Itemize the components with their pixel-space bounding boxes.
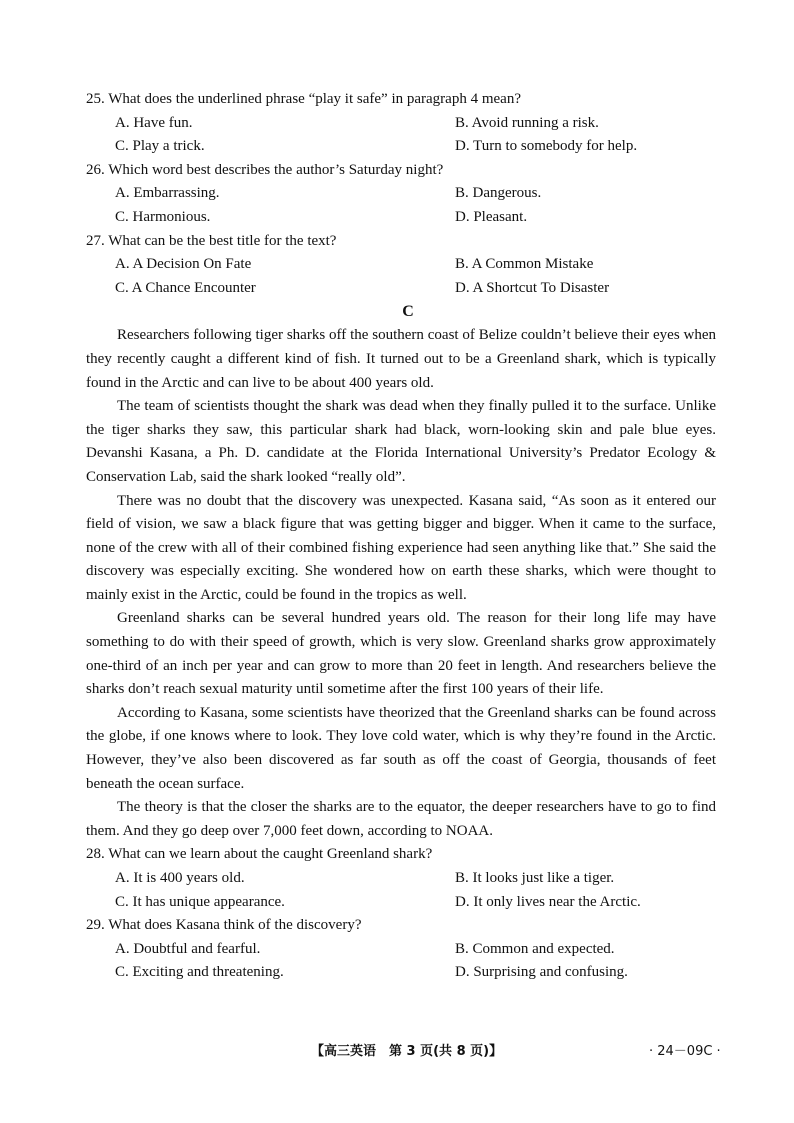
option-a: A. Doubtful and fearful.: [115, 940, 261, 957]
passage-paragraph: According to Kasana, some scientists have theorized that the Greenland sharks can be found across the globe, if one knows where to look. They love cold water, which is why they’re found in the Arctic. However, they’ve also been discovered as far south as off the coast of Georgia, thousands of feet beneath the ocean surface.: [86, 704, 716, 792]
question-block-29: [86, 914, 716, 985]
page-footer: [0, 1040, 794, 1060]
option-row: [86, 277, 716, 301]
footer-exam-code: · 24－09C ·: [649, 1044, 721, 1059]
option-b: B. A Common Mistake: [455, 256, 594, 273]
option-d: D. It only lives near the Arctic.: [455, 893, 641, 910]
option-row: [86, 938, 716, 962]
passage-paragraph: Researchers following tiger sharks off the southern coast of Belize couldn’t believe their eyes when they recently caught a different kind of fish. It turned out to be a Greenland shark, which is typically found in the Arctic and can live to be about 400 years old.: [86, 327, 716, 391]
option-b: B. Dangerous.: [455, 185, 542, 202]
question-stem: 29. What does Kasana think of the discovery?: [86, 917, 362, 934]
question-stem: 27. What can be the best title for the text?: [86, 232, 337, 249]
option-row: [86, 891, 716, 915]
option-b: B. Avoid running a risk.: [455, 114, 599, 131]
option-row: [86, 182, 716, 206]
footer-page-info: 【高三英语 第 3 页(共 8 页)】: [311, 1044, 503, 1059]
option-c: C. Exciting and threatening.: [115, 964, 284, 981]
option-row: [86, 253, 716, 277]
reading-passage: [86, 324, 716, 843]
question-block-27: [86, 230, 716, 301]
passage-paragraph: Greenland sharks can be several hundred years old. The reason for their long life may have something to do with their speed of growth, which is very slow. Greenland sharks grow approximately one-third of an inch per year and can grow to more than 20 feet in length. And researchers believe the sharks don’t reach sexual maturity until sometime after the first 100 years of their life.: [86, 610, 716, 698]
question-block-26: [86, 159, 716, 230]
option-d: D. A Shortcut To Disaster: [455, 279, 610, 296]
question-block-25: [86, 88, 716, 159]
option-row: [86, 135, 716, 159]
option-c: C. Play a trick.: [115, 138, 205, 155]
option-row: [86, 867, 716, 891]
option-a: A. Have fun.: [115, 114, 193, 131]
option-a: A. A Decision On Fate: [115, 256, 252, 273]
option-row: [86, 206, 716, 230]
passage-paragraph: There was no doubt that the discovery was unexpected. Kasana said, “As soon as it entered our field of vision, we saw a black figure that was getting bigger and bigger. When it came to the surface, none of the crew with all of their combined fishing experience had seen anything like that.” She said the discovery was especially exciting. She wondered how on earth these sharks, which were thought to mainly exist in the Arctic, could be found in the tropics as well.: [86, 492, 716, 603]
option-a: A. Embarrassing.: [115, 185, 220, 202]
option-a: A. It is 400 years old.: [115, 870, 245, 886]
option-d: D. Pleasant.: [455, 208, 528, 225]
passage-paragraph: The team of scientists thought the shark was dead when they finally pulled it to the surface. Unlike the tiger sharks they saw, this particular shark had black, worn-looking skin and pale blue eyes. Devanshi Kasana, a Ph. D. candidate at the Florida International University’s Predator Ecology & Conservation Lab, said the shark looked “really old”.: [86, 398, 716, 485]
section-heading: C: [402, 303, 414, 321]
option-row: [86, 961, 716, 985]
option-d: D. Turn to somebody for help.: [455, 138, 638, 155]
option-c: C. A Chance Encounter: [115, 279, 256, 296]
page-content: [86, 88, 716, 985]
passage-paragraph: The theory is that the closer the sharks are to the equator, the deeper researchers have to go to find them. And they go deep over 7,000 feet down, according to NOAA.: [86, 799, 716, 839]
option-c: C. Harmonious.: [115, 208, 211, 225]
option-b: B. Common and expected.: [455, 940, 615, 957]
question-block-28: [86, 843, 716, 914]
question-stem: 25. What does the underlined phrase “play it safe” in paragraph 4 mean?: [86, 91, 521, 107]
option-d: D. Surprising and confusing.: [455, 964, 628, 981]
option-row: [86, 112, 716, 136]
option-b: B. It looks just like a tiger.: [455, 870, 615, 886]
question-stem: 28. What can we learn about the caught Greenland shark?: [86, 846, 433, 863]
question-stem: 26. Which word best describes the author’s Saturday night?: [86, 161, 444, 178]
option-c: C. It has unique appearance.: [115, 893, 285, 910]
